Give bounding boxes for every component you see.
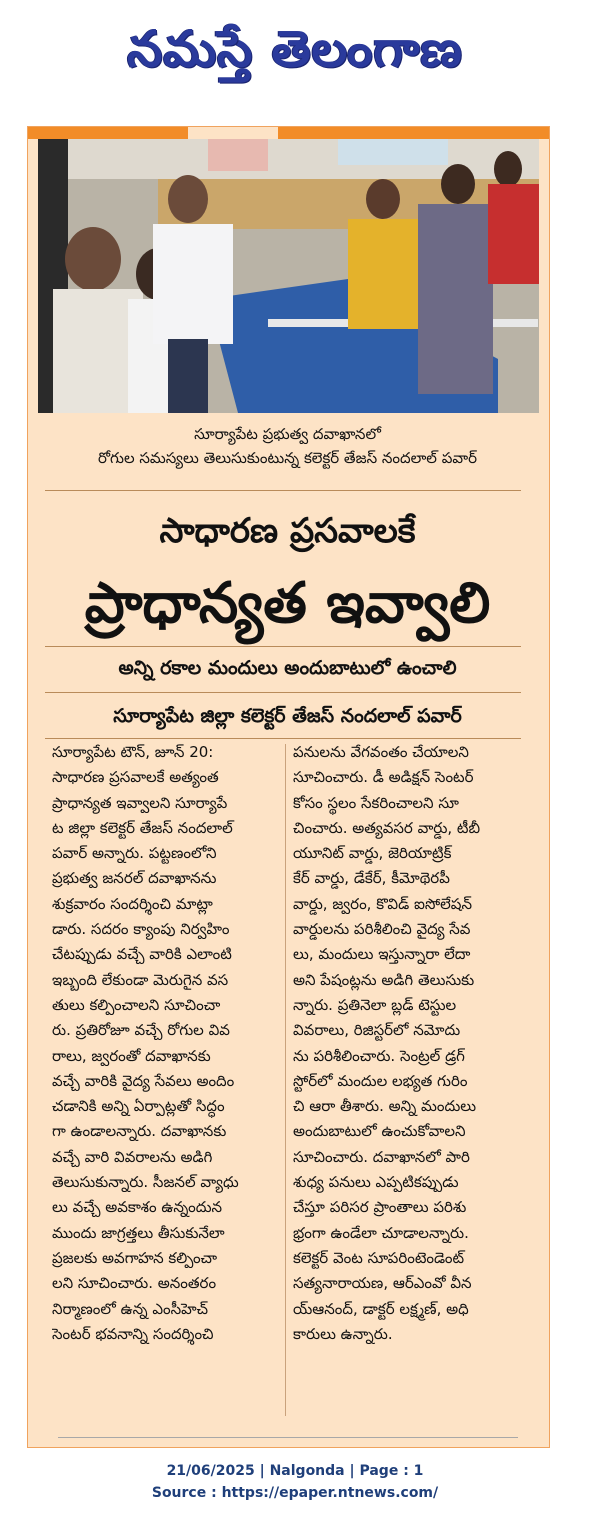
article-line: చడానికి అన్ని ఏర్పాట్లతో సిద్ధం [52, 1097, 225, 1116]
photo-caption [27, 422, 548, 470]
caption-line-1: సూర్యాపేట ప్రభుత్వ దవాఖానలో [194, 425, 381, 443]
article-line: ను పరిశీలించారు. సెంట్రల్‌ డ్రగ్‌ [293, 1046, 465, 1065]
article-line: కలెక్టర్‌ వెంట సూపరింటెండెంట్‌ [293, 1248, 465, 1267]
article-line: పవార్‌ అన్నారు. పట్టణంలోని [52, 844, 217, 863]
article-line: వచ్చే వారి వివరాలను అడిగి [52, 1147, 213, 1166]
article-line: అని పేషంట్లను అడిగి తెలుసుకు [293, 970, 475, 989]
page-footer [0, 1460, 590, 1504]
article-line: ట జిల్లా కలెక్టర్‌ తేజస్‌ నందలాల్‌ [52, 818, 233, 837]
footer-date-line: 21/06/2025 | Nalgonda | Page : 1 [166, 1463, 424, 1479]
article-line: సూర్యాపేట టౌన్‌, జూన్‌ 20: [52, 743, 214, 761]
article-line: య్‌ఆనంద్‌, డాక్టర్‌ లక్ష్మణ్‌, అధి [293, 1299, 469, 1318]
divider [45, 692, 521, 693]
article-line: లు వచ్చే అవకాశం ఉన్నందున [52, 1198, 223, 1217]
article-line: సెంటర్‌ భవనాన్ని సందర్శించి [52, 1324, 214, 1343]
article-line: లు, మందులు ఇస్తున్నారా లేదా [293, 945, 471, 964]
headline-kicker: సాధారణ ప్రసవాలకే [159, 511, 416, 551]
article-line: సత్యనారాయణ, ఆర్‌ఎంవో వీన [293, 1274, 472, 1293]
article-line: కోసం స్థలం సేకరించాలని సూ [293, 793, 459, 812]
article-line: సాధారణ ప్రసవాలకే అత్యంత [52, 768, 219, 787]
article-line: వార్డులను పరిశీలించి వైద్య సేవ [293, 920, 471, 939]
column-separator [285, 744, 286, 1416]
article-line: కేర్‌ వార్డు, డేకేర్‌, కీమోథెరపీ [293, 869, 450, 888]
article-line: చేస్తూ పరిసర ప్రాంతాలు పరిశు [293, 1198, 467, 1217]
article-line: రు. ప్రతిరోజూ వచ్చే రోగుల వివ [52, 1021, 230, 1040]
photo-illustration [38, 139, 539, 413]
article-column-left [52, 740, 284, 1347]
article-line: స్టోర్‌లో మందుల లభ్యత గురిం [293, 1071, 468, 1090]
article-line: చి ఆరా తీశారు. అన్ని మందులు [293, 1097, 477, 1116]
article-line: లని సూచించారు. అనంతరం [52, 1274, 217, 1293]
divider [45, 490, 521, 491]
news-photo [38, 139, 539, 413]
article-line: వివరాలు, రిజిస్టర్‌లో నమోదు [293, 1021, 461, 1040]
article-line: శుక్రవారం సందర్శించి మాట్లా [52, 894, 213, 913]
subheading-1: అన్ని రకాల మందులు అందుబాటులో ఉంచాలి [118, 657, 457, 679]
headline-main: ప్రాధాన్యత ఇవ్వాలి [84, 571, 491, 636]
article-line: రాలు, జ్వరంతో దవాఖానకు [52, 1046, 211, 1065]
article-line: ప్రజలకు అవగాహన కల్పించా [52, 1248, 218, 1267]
article-line: డారు. సదరం క్యాంపు నిర్వహిం [52, 920, 230, 939]
article-line: ఇబ్బంది లేకుండా మెరుగైన వస [52, 970, 229, 989]
subheading-2: సూర్యాపేట జిల్లా కలెక్టర్‌ తేజస్‌ నందలాల్‌ పవార్‌ [113, 705, 462, 727]
article-line: శుధ్య పనులు ఎప్పటికప్పుడు [293, 1173, 459, 1192]
article-line: కారులు ఉన్నారు. [293, 1324, 393, 1343]
article-line: తులు కల్పించాలని సూచించా [52, 995, 221, 1014]
masthead [0, 0, 590, 110]
article-line: పనులను వేగవంతం చేయాలని [293, 743, 469, 761]
article-line: తెలుసుకున్నారు. సీజనల్‌ వ్యాధు [52, 1173, 239, 1192]
footer-source-line: Source : https://epaper.ntnews.com/ [151, 1485, 439, 1501]
article-line: సూచించారు. డీ అడిక్షన్‌ సెంటర్‌ [293, 768, 474, 787]
divider [45, 738, 521, 739]
article-line: వచ్చే వారికి వైద్య సేవలు అందిం [52, 1071, 235, 1090]
divider [45, 646, 521, 647]
article-line: ముందు జాగ్రత్తలు తీసుకునేలా [52, 1223, 225, 1242]
article-line: భ్రంగా ఉండేలా చూడాలన్నారు. [293, 1223, 469, 1242]
article-line: యూనిట్‌ వార్డు, జెరియాట్రిక్‌ [293, 844, 452, 863]
article-line: చించారు. అత్యవసర వార్డు, టీబీ [293, 818, 481, 837]
article-line: సూచించారు. దవాఖానలో పారి [293, 1147, 470, 1166]
article-column-right [293, 740, 525, 1347]
article-line: గా ఉండాలన్నారు. దవాఖానకు [52, 1122, 227, 1141]
bottom-rule [58, 1437, 518, 1444]
article-line: అందుబాటులో ఉంచుకోవాలని [293, 1122, 466, 1141]
newspaper-logo: నమస్తే తెలంగాణ [127, 19, 463, 78]
article-line: ప్రభుత్వ జనరల్‌ దవాఖానను [52, 869, 217, 888]
article-line: నిర్మాణంలో ఉన్న ఎంసీహెచ్‌ [52, 1299, 209, 1318]
article-line: ప్రాధాన్యత ఇవ్వాలని సూర్యాపే [52, 793, 228, 812]
article-line: వార్డు, జ్వరం, కొవిడ్‌ ఐసోలేషన్‌ [293, 894, 472, 913]
article-line: న్నారు. ప్రతినెలా బ్లడ్‌ టెస్టుల [293, 995, 457, 1014]
caption-line-2: రోగుల సమస్యలు తెలుసుకుంటున్న కలెక్టర్‌ తేజస్‌ నందలాల్‌ పవార్‌ [98, 449, 477, 467]
article-line: చేటప్పుడు వచ్చే వారికి ఎలాంటి [52, 945, 232, 964]
accent-bar [28, 127, 549, 139]
